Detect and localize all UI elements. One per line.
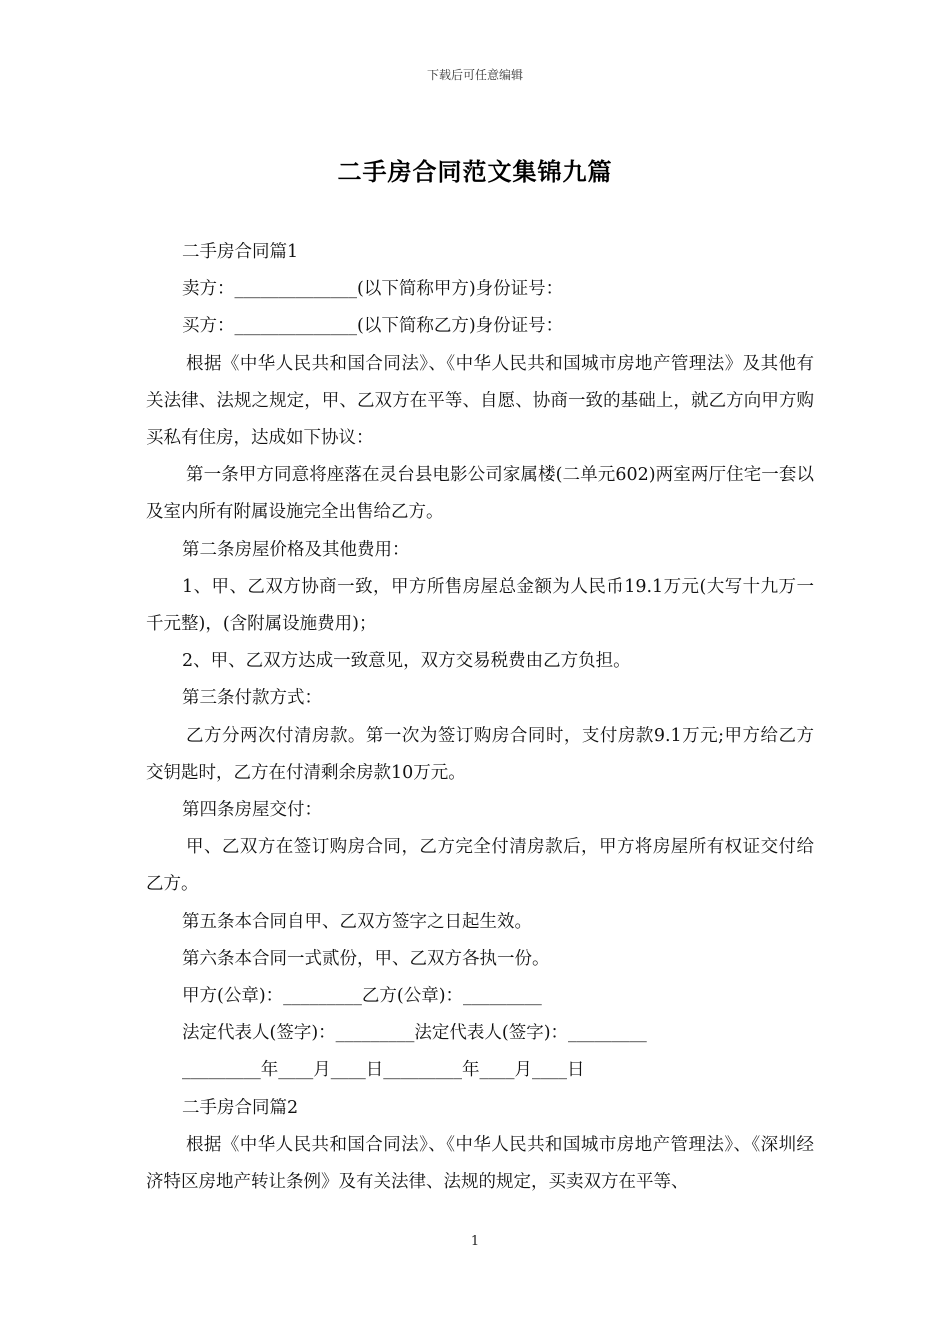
paragraph-seller: 卖方：______________(以下简称甲方)身份证号： — [182, 279, 564, 300]
paragraph-article-4: 第四条房屋交付： — [182, 800, 322, 821]
paragraph-section-heading-1: 二手房合同篇1 — [182, 242, 299, 262]
paragraph-article-5: 第五条本合同自甲、乙双方签字之日起生效。 — [182, 911, 532, 932]
paragraph-section-2-legal-basis: 根据《中华人民共和国合同法》、《中华人民共和国城市房地产管理法》、《深圳经济特区房地产转让条例》及有关法律、法规的规定，买卖双方在平等、 — [146, 1134, 814, 1193]
paragraph-article-2-item-1: 1、甲、乙双方协商一致，甲方所售房屋总金额为人民币19.1万元(大写十九万一千元整)，(含附属设施费用)； — [146, 576, 814, 635]
document-title: 二手房合同范文集锦九篇 — [337, 157, 613, 186]
paragraph-article-3-detail: 乙方分两次付清房款。第一次为签订购房合同时，支付房款9.1万元;甲方给乙方交钥匙时，乙方在付清剩余房款10万元。 — [146, 725, 814, 783]
paragraph-article-2: 第二条房屋价格及其他费用： — [182, 539, 410, 560]
paragraph-buyer: 买方：______________(以下简称乙方)身份证号： — [182, 316, 564, 337]
paragraph-article-3: 第三条付款方式： — [182, 688, 322, 709]
paragraph-legal-basis: 根据《中华人民共和国合同法》、《中华人民共和国城市房地产管理法》及其他有关法律、法规之规定，甲、乙双方在平等、自愿、协商一致的基础上，就乙方向甲方购买私有住房，达成如下协议： — [146, 353, 814, 449]
header-note: 下载后可任意编辑 — [426, 68, 523, 82]
paragraph-signature-seal: 甲方(公章)：_________乙方(公章)：_________ — [182, 986, 542, 1007]
paragraph-article-4-detail: 甲、乙双方在签订购房合同，乙方完全付清房款后，甲方将房屋所有权证交付给乙方。 — [146, 837, 814, 895]
paragraph-article-2-item-2: 2、甲、乙双方达成一致意见，双方交易税费由乙方负担。 — [182, 651, 631, 672]
paragraph-article-6: 第六条本合同一式贰份，甲、乙双方各执一份。 — [182, 948, 550, 969]
paragraph-article-1: 第一条甲方同意将座落在灵台县电影公司家属楼(二单元602)两室两厅住宅一套以及室内所有附属设施完全出售给乙方。 — [146, 465, 814, 523]
paragraph-section-heading-2: 二手房合同篇2 — [182, 1097, 299, 1118]
paragraph-signature-date: _________年____月____日_________年____月____日 — [182, 1060, 585, 1081]
document-body — [146, 234, 814, 1201]
paragraph-signature-representative: 法定代表人(签字)：_________法定代表人(签字)：_________ — [182, 1023, 647, 1044]
page-number: 1 — [470, 1234, 480, 1249]
